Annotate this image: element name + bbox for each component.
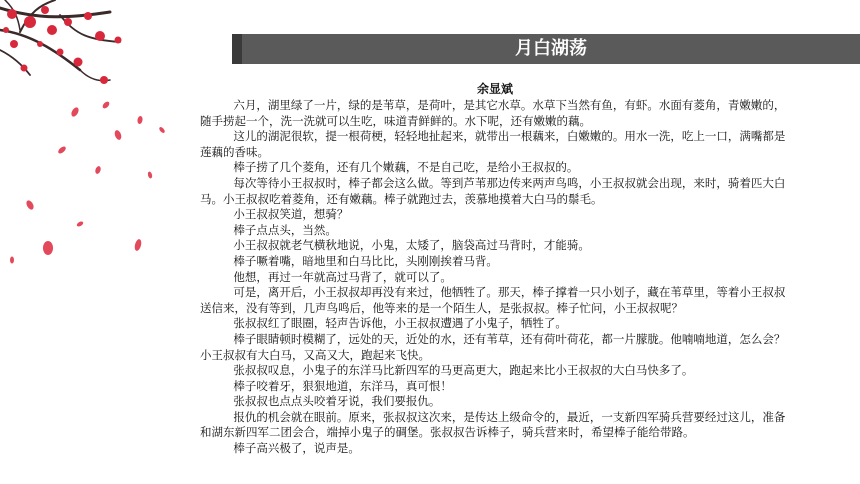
story-paragraph: 张叔叔叹息，小鬼子的东洋马比新四军的马更高更大，跑起来比小王叔叔的大白马快多了。 bbox=[233, 363, 694, 378]
title-bar-accent bbox=[232, 34, 242, 64]
story-paragraph: 小王叔叔笑道，想骑？ bbox=[233, 207, 349, 222]
story-paragraph: 这儿的湖泥很软，提一根荷梗，轻轻地扯起来，就带出一根藕来，白嫩嫩的。用水一洗，吃上一口，满嘴都是莲藕的香味。 bbox=[200, 129, 786, 159]
story-body bbox=[200, 98, 792, 457]
story-paragraph: 张叔叔也点点头咬着牙说，我们要报仇。 bbox=[233, 394, 441, 409]
story-paragraph: 棒子噘着嘴，暗地里和白马比比，头刚刚挨着马背。 bbox=[233, 253, 498, 268]
story-paragraph: 棒子点点头，当然。 bbox=[233, 222, 337, 237]
story-paragraph: 棒子捞了几个菱角，还有几个嫩藕，不是自己吃，是给小王叔叔的。 bbox=[233, 160, 579, 175]
story-paragraph: 报仇的机会就在眼前。原来，张叔叔这次来，是传达上级命令的，最近，一支新四军骑兵营要经过这儿，准备和湖东新四军二团会合，端掉小鬼子的碉堡。张叔叔告诉棒子，骑兵营来时，希望棒子能给带路。 bbox=[200, 409, 786, 440]
story-paragraph: 他想，再过一年就高过马背了，就可以了。 bbox=[233, 269, 452, 284]
story-paragraph: 棒子眼睛顿时模糊了，远处的天，近处的水，还有苇草，还有荷叶荷花，都一片朦胧。他喃喃地道，怎么会？小王叔叔有大白马，又高又大，跑起来飞快。 bbox=[200, 331, 786, 362]
page-title: 月白湖荡 bbox=[515, 38, 587, 59]
story-paragraph: 可是，离开后，小王叔叔却再没有来过，他牺牲了。那天，棒子撑着一只小划子，藏在苇草里，等着小王叔叔送信来，没有等到，几声鸟鸣后，他等来的是一个陌生人，是张叔叔。棒子忙问，小王叔叔呢？ bbox=[200, 285, 786, 315]
story-paragraph: 棒子高兴极了，说声是。 bbox=[233, 441, 360, 456]
story-paragraph: 每次等待小王叔叔时，棒子都会这么做。等到芦苇那边传来两声鸟鸣，小王叔叔就会出现，来时，骑着匹大白马。小王叔叔吃着菱角，还有嫩藕。棒子就跑过去，羡慕地摸着大白马的鬃毛。 bbox=[200, 175, 786, 206]
story-paragraph: 棒子咬着牙，狠狠地道，东洋马，真可恨！ bbox=[233, 378, 452, 393]
author-name: 余显斌 bbox=[476, 82, 513, 96]
story-paragraph: 小王叔叔就老气横秋地说，小鬼，太矮了，脑袋高过马背时，才能骑。 bbox=[233, 238, 590, 253]
plum-blossom-decoration bbox=[0, 0, 230, 300]
falling-petals bbox=[10, 100, 166, 263]
story-paragraph: 六月，湖里绿了一片，绿的是苇草，是荷叶，是其它水草。水草下当然有鱼，有虾。水面有菱角，青嫩嫩的，随手捞起一个，洗一洗就可以生吃，味道青鲜鲜的。水下呢，还有嫩嫩的藕。 bbox=[200, 98, 786, 128]
story-paragraph: 张叔叔红了眼圈，轻声告诉他，小王叔叔遭遇了小鬼子，牺牲了。 bbox=[233, 316, 567, 331]
